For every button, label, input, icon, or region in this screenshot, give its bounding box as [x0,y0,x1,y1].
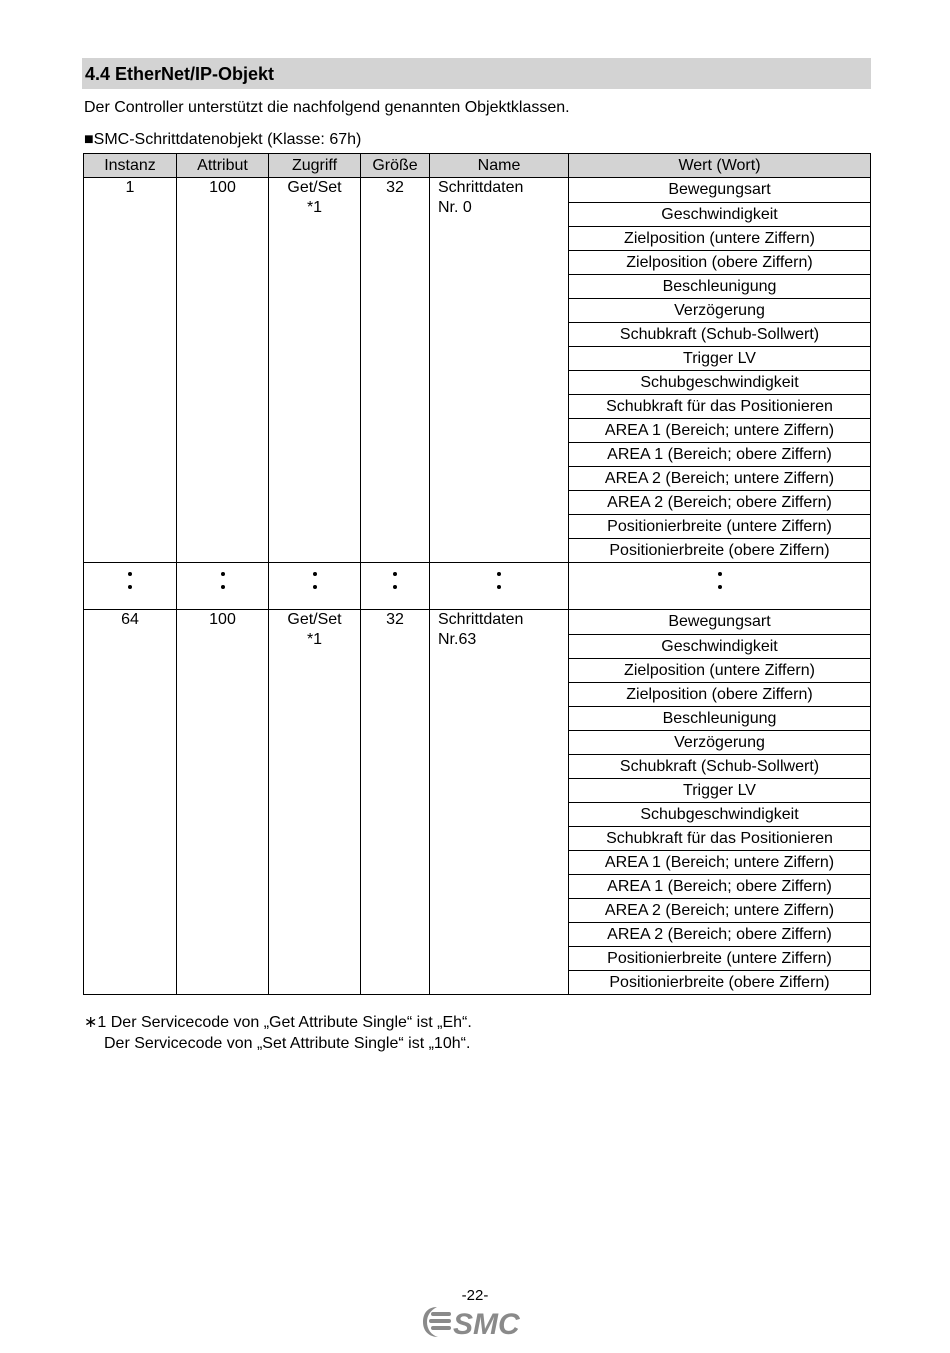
wert-cell: Schubgeschwindigkeit [569,803,871,827]
name-line-1: Schrittdaten [438,611,524,628]
wert-cell: Zielposition (untere Ziffern) [569,227,871,251]
wert-cell: Verzögerung [569,299,871,323]
header-groesse: Größe [361,154,430,178]
ellipsis-cell [361,563,430,610]
footnote-line-2: Der Servicecode von „Set Attribute Single“ ist „10h“. [104,1035,471,1052]
header-name: Name [430,154,569,178]
table-row [84,178,871,203]
groesse-cell: 32 [361,178,430,563]
wert-cell: Zielposition (obere Ziffern) [569,251,871,275]
groesse-cell: 32 [361,610,430,995]
wert-cell: AREA 1 (Bereich; untere Ziffern) [569,851,871,875]
name-line-1: Schrittdaten [438,179,524,196]
wert-cell: AREA 1 (Bereich; untere Ziffern) [569,419,871,443]
ellipsis-cell [430,563,569,610]
intro-text: Der Controller unterstützt die nachfolgend genannten Objektklassen. [84,99,570,116]
zugriff-value: Get/Set [287,179,342,196]
wert-cell: Verzögerung [569,731,871,755]
wert-cell: Schubkraft (Schub-Sollwert) [569,323,871,347]
wert-cell: AREA 2 (Bereich; untere Ziffern) [569,899,871,923]
header-zugriff: Zugriff [269,154,361,178]
smc-logo [421,1305,531,1339]
wert-cell: AREA 1 (Bereich; obere Ziffern) [569,875,871,899]
wert-cell: Schubkraft für das Positionieren [569,395,871,419]
wert-cell: Beschleunigung [569,275,871,299]
wert-cell: Zielposition (untere Ziffern) [569,659,871,683]
wert-cell: Bewegungsart [569,178,871,203]
wert-cell: Positionierbreite (obere Ziffern) [569,971,871,995]
name-cell [430,178,569,563]
vertical-ellipsis-icon [84,563,176,589]
attribut-cell: 100 [177,610,269,995]
smc-logo-emblem-icon [423,1307,451,1337]
object-title: ■SMC-Schrittdatenobjekt (Klasse: 67h) [84,131,362,148]
step-data-object-table [83,153,871,995]
vertical-ellipsis-icon [177,563,268,589]
wert-cell: AREA 1 (Bereich; obere Ziffern) [569,443,871,467]
zugriff-footnote-ref: *1 [306,631,323,648]
section-heading: 4.4 EtherNet/IP-Objekt [82,58,871,89]
instanz-cell: 64 [84,610,177,995]
header-wert: Wert (Wort) [569,154,871,178]
vertical-ellipsis-icon [430,563,568,589]
zugriff-cell [269,610,361,995]
wert-cell: Trigger LV [569,779,871,803]
name-line-2: Nr.63 [438,631,477,648]
wert-cell: Geschwindigkeit [569,203,871,227]
wert-cell: Geschwindigkeit [569,635,871,659]
wert-cell: Positionierbreite (obere Ziffern) [569,539,871,563]
wert-cell: Schubkraft (Schub-Sollwert) [569,755,871,779]
ellipsis-cell [177,563,269,610]
table-header-row [84,154,871,178]
zugriff-footnote-ref: *1 [306,199,323,216]
wert-cell: Zielposition (obere Ziffern) [569,683,871,707]
header-instanz: Instanz [84,154,177,178]
zugriff-cell [269,178,361,563]
wert-cell: AREA 2 (Bereich; untere Ziffern) [569,467,871,491]
name-cell [430,610,569,995]
wert-cell: Schubkraft für das Positionieren [569,827,871,851]
wert-cell: Positionierbreite (untere Ziffern) [569,947,871,971]
wert-cell: Bewegungsart [569,610,871,635]
table-row [84,610,871,635]
wert-cell: Beschleunigung [569,707,871,731]
ellipsis-cell [569,563,871,610]
instanz-cell: 1 [84,178,177,563]
vertical-ellipsis-icon [569,563,870,589]
smc-logo-wordmark: SMC [453,1308,520,1339]
footnote-line-1: ∗1 Der Servicecode von „Get Attribute Single“ ist „Eh“. [84,1014,472,1031]
wert-cell: AREA 2 (Bereich; obere Ziffern) [569,923,871,947]
vertical-ellipsis-icon [361,563,429,589]
wert-cell: Trigger LV [569,347,871,371]
wert-cell: Schubgeschwindigkeit [569,371,871,395]
name-line-2: Nr. 0 [438,199,472,216]
footnote [84,1012,472,1054]
header-attribut: Attribut [177,154,269,178]
ellipsis-cell [84,563,177,610]
ellipsis-cell [269,563,361,610]
wert-cell: Positionierbreite (untere Ziffern) [569,515,871,539]
zugriff-value: Get/Set [287,611,342,628]
vertical-ellipsis-icon [269,563,360,589]
page-number: -22- [461,1287,489,1304]
ellipsis-row [84,563,871,610]
attribut-cell: 100 [177,178,269,563]
wert-cell: AREA 2 (Bereich; obere Ziffern) [569,491,871,515]
